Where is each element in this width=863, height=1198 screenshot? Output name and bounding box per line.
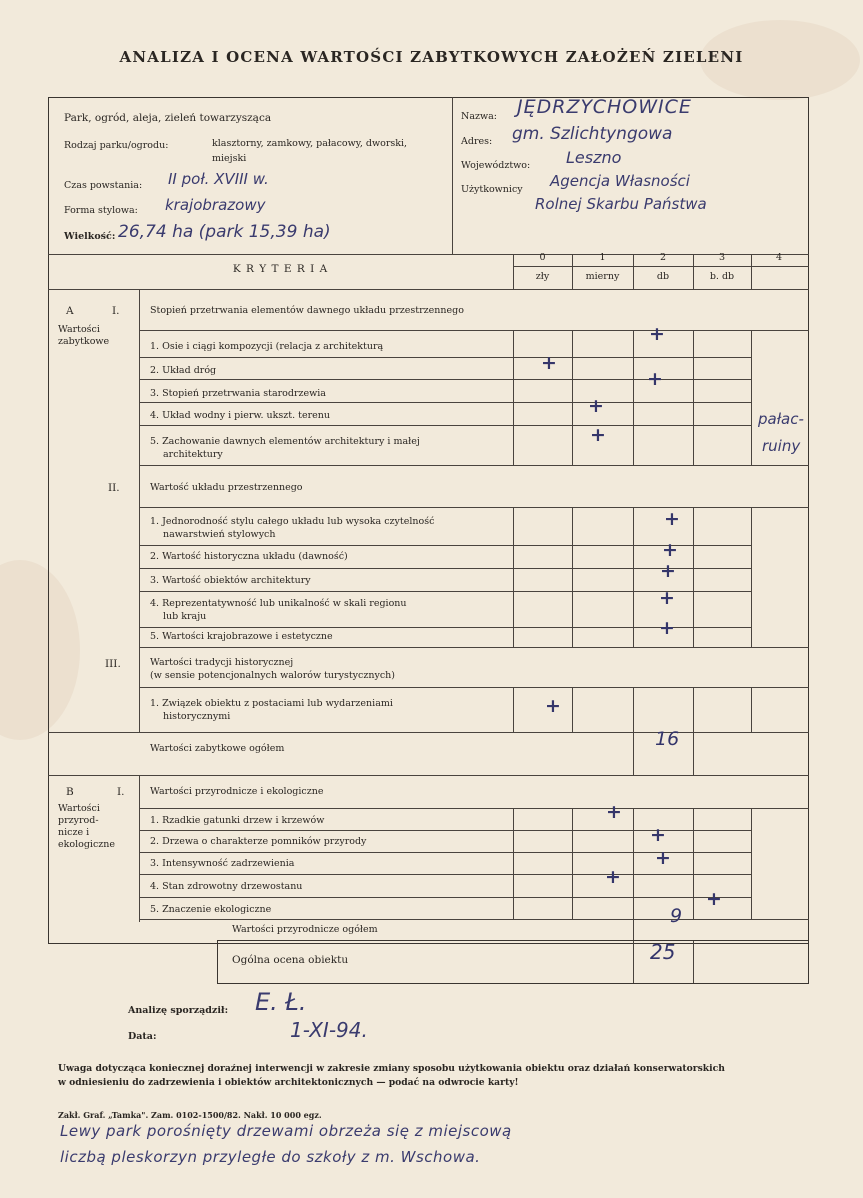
row-a2-4: 4. Reprezentatywność lub unikalność w skali regionu bbox=[150, 598, 407, 609]
rodzaj-options-2: miejski bbox=[212, 153, 247, 164]
type-label: Park, ogród, aleja, zieleń towarzysząca bbox=[64, 112, 272, 124]
check-mark: + bbox=[662, 539, 678, 561]
group-3-title-a: Wartości tradycji historycznej bbox=[150, 657, 294, 668]
section-b-group-title: Wartości przyrodnicze i ekologiczne bbox=[150, 786, 324, 797]
overall-value: 25 bbox=[650, 940, 676, 964]
margin-note-2: ruiny bbox=[762, 437, 801, 455]
col-2-name: db bbox=[656, 271, 670, 282]
col-1-num: 1 bbox=[599, 252, 606, 263]
analiza-signature: E. Ł. bbox=[255, 988, 307, 1016]
row-a1-2: 2. Układ dróg bbox=[150, 365, 217, 376]
check-mark: + bbox=[647, 368, 663, 390]
form-title: ANALIZA I OCENA WARTOŚCI ZABYTKOWYCH ZAŁOŻEŃ ZIELENI bbox=[119, 48, 744, 66]
col-3-name: b. db bbox=[709, 271, 735, 282]
col-0-name: zły bbox=[535, 271, 550, 282]
wojewodztwo-label: Województwo: bbox=[461, 160, 531, 171]
check-mark: + bbox=[655, 847, 671, 869]
row-b-1: 1. Rzadkie gatunki drzew i krzewów bbox=[150, 815, 325, 826]
wojewodztwo-value: Leszno bbox=[566, 148, 622, 167]
row-a2-1: 1. Jednorodność stylu całego układu lub wysoka czytelność bbox=[150, 516, 435, 527]
check-mark: + bbox=[606, 801, 622, 823]
adres-value: gm. Szlichtyngowa bbox=[512, 124, 673, 144]
section-a-title: Wartości zabytkowe bbox=[58, 324, 110, 347]
row-a3-1-cont: historycznymi bbox=[163, 711, 231, 722]
nazwa-value: JĘDRZYCHOWICE bbox=[517, 96, 692, 118]
check-mark: + bbox=[545, 695, 561, 717]
col-0-num: 0 bbox=[539, 252, 546, 263]
row-a3-1: 1. Związek obiektu z postaciami lub wydarzeniami bbox=[150, 698, 393, 709]
check-mark: + bbox=[659, 617, 675, 639]
row-a2-4-cont: lub kraju bbox=[163, 611, 207, 622]
forma-label: Forma stylowa: bbox=[64, 205, 138, 216]
data-value: 1-XI-94. bbox=[290, 1018, 368, 1042]
check-mark: + bbox=[660, 560, 676, 582]
row-a2-2: 2. Wartość historyczna układu (dawność) bbox=[150, 551, 348, 562]
row-a1-4: 4. Układ wodny i pierw. ukszt. terenu bbox=[150, 410, 330, 421]
forma-value: krajobrazowy bbox=[165, 196, 266, 214]
row-a1-5-cont: architektury bbox=[163, 449, 223, 460]
check-mark: + bbox=[664, 508, 680, 530]
criteria-label: K R Y T E R I A bbox=[232, 263, 329, 275]
czas-label: Czas powstania: bbox=[64, 180, 143, 191]
check-mark: + bbox=[659, 587, 675, 609]
note-line-1: Lewy park porośnięty drzewami obrzeża się z miejscową bbox=[60, 1122, 512, 1140]
col-3-num: 3 bbox=[718, 252, 726, 263]
section-b-title-3: nicze i bbox=[58, 827, 90, 838]
row-a1-5: 5. Zachowanie dawnych elementów architektury i małej bbox=[150, 436, 420, 447]
check-mark: + bbox=[649, 323, 665, 345]
row-a2-1-cont: nawarstwień stylowych bbox=[163, 529, 276, 540]
row-a2-3: 3. Wartość obiektów architektury bbox=[150, 575, 311, 586]
section-a-roman-1: I. bbox=[112, 305, 120, 317]
section-b-title-1: Wartości bbox=[58, 803, 100, 814]
col-1-name: mierny bbox=[585, 271, 620, 282]
check-mark: + bbox=[706, 888, 722, 910]
section-a-roman-2: II. bbox=[108, 482, 120, 494]
section-b-total-label: Wartości przyrodnicze ogółem bbox=[232, 924, 378, 935]
check-mark: + bbox=[588, 395, 604, 417]
analiza-label: Analizę sporządził: bbox=[128, 1005, 229, 1016]
uzytkownicy-label: Użytkownicy bbox=[461, 184, 523, 195]
wielkosc-label: Wielkość: bbox=[64, 231, 116, 242]
section-b-title-2: przyrod- bbox=[58, 815, 99, 826]
data-label: Data: bbox=[128, 1031, 157, 1042]
row-b-5: 5. Znaczenie ekologiczne bbox=[150, 904, 272, 915]
check-mark: + bbox=[605, 866, 621, 888]
rodzaj-options: klasztorny, zamkowy, pałacowy, dworski, bbox=[212, 138, 408, 149]
uwaga-line-1: Uwaga dotycząca koniecznej doraźnej interwencji w zakresie zmiany sposobu użytkowania obiektu oraz działań konserwatorskich bbox=[58, 1063, 725, 1074]
section-a-total-label: Wartości zabytkowe ogółem bbox=[150, 743, 285, 754]
uzytkownicy-value-1: Agencja Własności bbox=[550, 172, 690, 190]
nazwa-label: Nazwa: bbox=[461, 111, 497, 122]
section-b-total-value: 9 bbox=[670, 905, 683, 927]
section-b-title-4: ekologiczne bbox=[58, 839, 116, 850]
col-4-num: 4 bbox=[775, 252, 783, 263]
row-a2-5: 5. Wartości krajobrazowe i estetyczne bbox=[150, 631, 333, 642]
check-mark: + bbox=[541, 352, 557, 374]
rodzaj-label: Rodzaj parku/ogrodu: bbox=[64, 140, 169, 151]
section-a-roman-3: III. bbox=[105, 658, 121, 670]
section-a-letter: A bbox=[66, 305, 74, 317]
row-b-4: 4. Stan zdrowotny drzewostanu bbox=[150, 881, 303, 892]
margin-note-1: pałac- bbox=[758, 410, 804, 428]
group-2-title: Wartość układu przestrzennego bbox=[150, 482, 303, 493]
overall-label: Ogólna ocena obiektu bbox=[232, 954, 349, 966]
check-mark: + bbox=[590, 424, 606, 446]
uwaga-line-2: w odniesieniu do zadrzewienia i obiektów architektonicznych — podać na odwrocie karty! bbox=[58, 1077, 519, 1088]
row-b-3: 3. Intensywność zadrzewienia bbox=[150, 858, 295, 869]
note-line-2: liczbą pleskorzyn przyległe do szkoły z m. Wschowa. bbox=[60, 1148, 481, 1166]
check-mark: + bbox=[650, 824, 666, 846]
uzytkownicy-value-2: Rolnej Skarbu Państwa bbox=[535, 195, 707, 213]
section-b-roman: I. bbox=[117, 786, 125, 798]
row-a1-3: 3. Stopień przetrwania starodrzewia bbox=[150, 388, 326, 399]
section-a-total-value: 16 bbox=[655, 728, 680, 750]
group-3-title-b: (w sensie potencjonalnych walorów turystycznych) bbox=[150, 670, 395, 681]
group-1-title: Stopień przetrwania elementów dawnego układu przestrzennego bbox=[150, 305, 464, 316]
section-b-letter: B bbox=[66, 786, 74, 798]
print-info: Zakł. Graf. „Tamka". Zam. 0102-1500/82. Nakł. 10 000 egz. bbox=[58, 1110, 322, 1120]
row-a1-1: 1. Osie i ciągi kompozycji (relacja z architekturą bbox=[150, 341, 384, 352]
wielkosc-value: 26,74 ha (park 15,39 ha) bbox=[118, 222, 331, 242]
col-2-num: 2 bbox=[659, 252, 667, 263]
czas-value: II poł. XVIII w. bbox=[168, 170, 269, 188]
adres-label: Adres: bbox=[461, 136, 493, 147]
header-divider bbox=[452, 97, 453, 254]
row-b-2: 2. Drzewa o charakterze pomników przyrody bbox=[150, 836, 367, 847]
